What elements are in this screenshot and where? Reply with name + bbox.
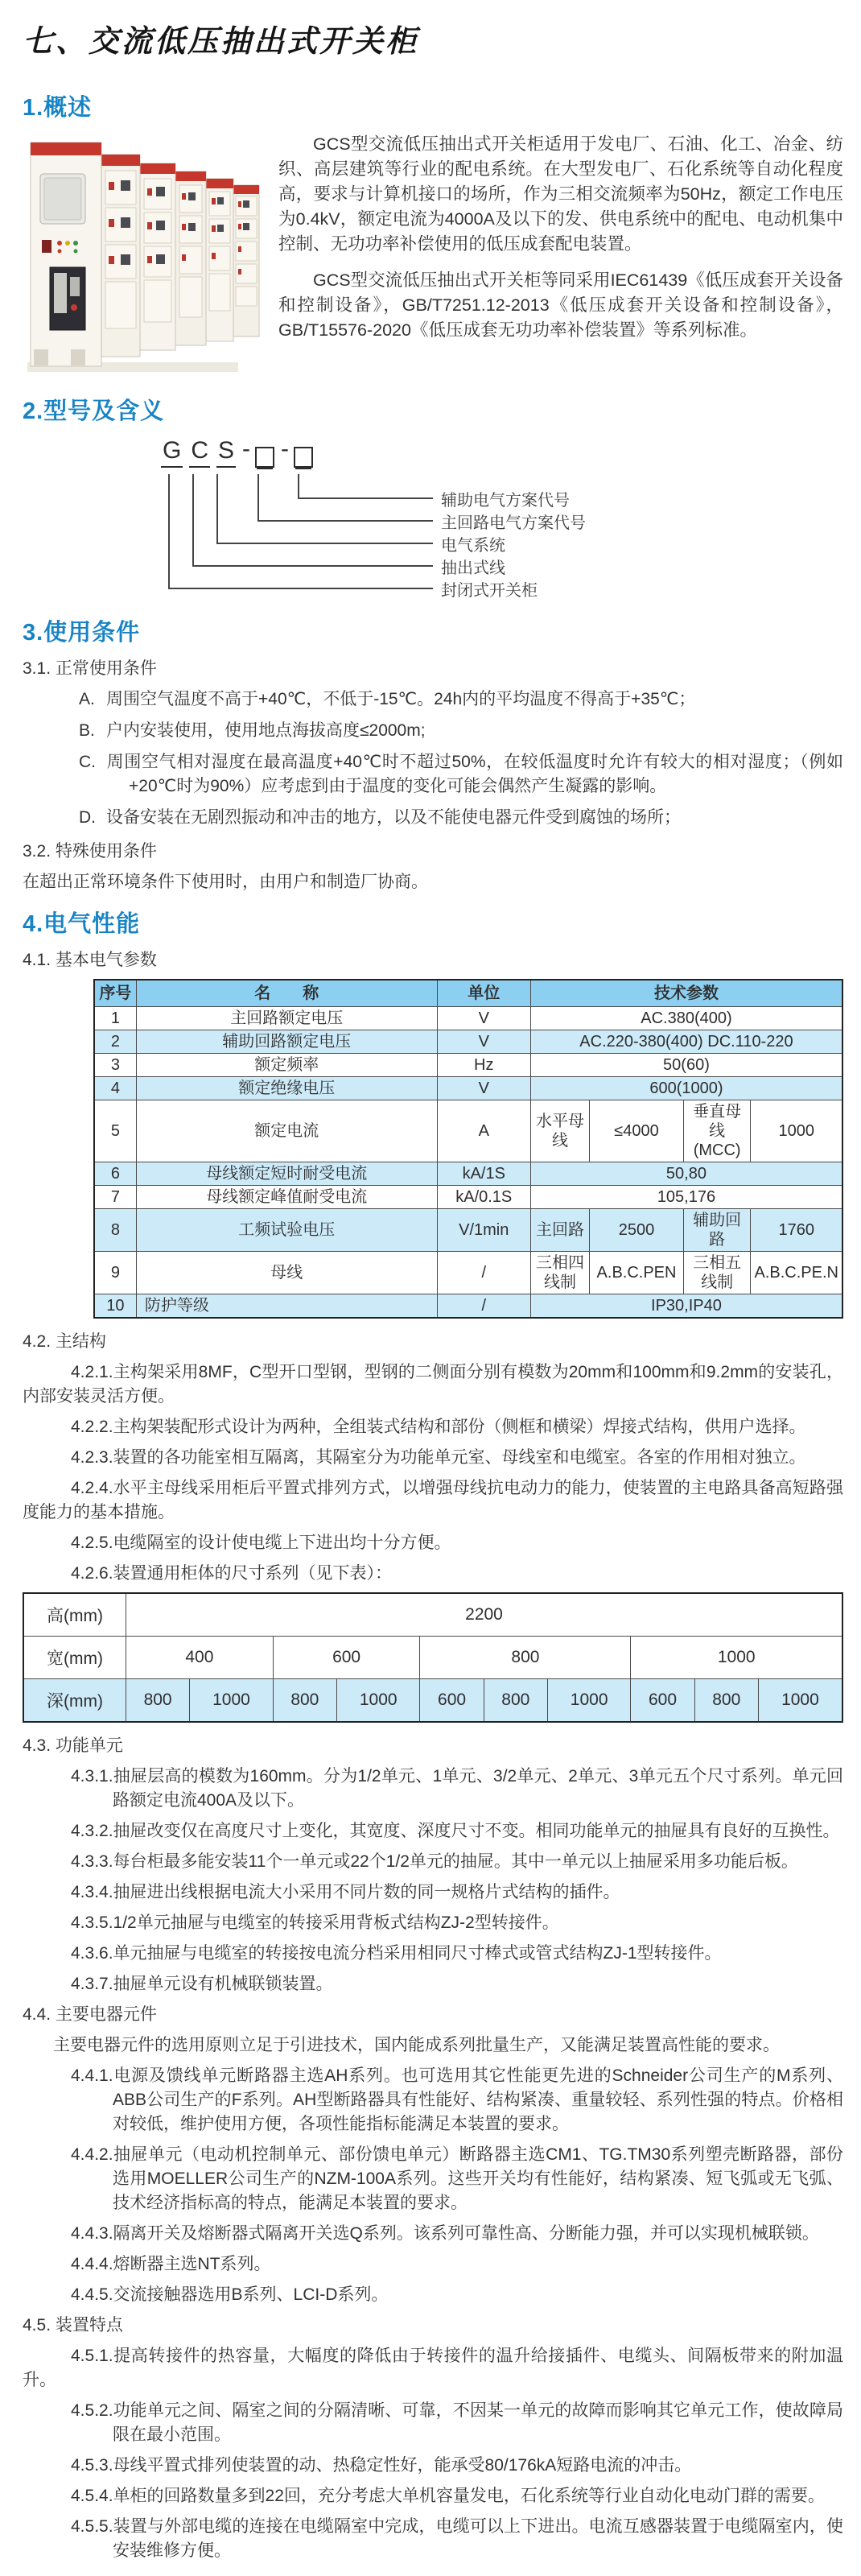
- row3-no: 3: [94, 1053, 136, 1076]
- depth-cell: 1000: [758, 1678, 842, 1722]
- para-4-2-1: 4.2.1.主构架采用8MF，C型开口型钢，型钢的二侧面分别有模数为20mm和100mm和9.2mm的安装孔，内部安装灵活方便。: [23, 1362, 843, 1406]
- row9-no: 9: [94, 1251, 136, 1294]
- row6-param: 50,80: [530, 1162, 842, 1185]
- row5-horizontal-bus-label: 水平母线: [530, 1100, 589, 1162]
- para-4-4-intro: 主要电器元件的选用原则立足于引进技术，国内能成系列批量生产，又能满足装置高性能的要求。: [53, 2035, 780, 2054]
- row5-horizontal-bus-value: ≤4000: [590, 1100, 684, 1162]
- width-400: 400: [126, 1636, 274, 1678]
- depth-cell: 600: [420, 1678, 484, 1722]
- table-row: [94, 1030, 842, 1053]
- section-4-5-title: 4.5. 装置特点: [23, 2315, 123, 2334]
- table-row: [94, 1162, 842, 1185]
- model-letter-g: G: [161, 437, 183, 468]
- row9-three-phase-five-wire-value: A.B.C.PE.N: [751, 1251, 842, 1294]
- model-label-enclosed-switchgear: 封闭式开关柜: [441, 582, 538, 600]
- cabinet-dimensions-table: [23, 1592, 843, 1723]
- height-row: [23, 1593, 842, 1637]
- row5-vertical-bus-label: 垂直母线 (MCC): [683, 1100, 751, 1162]
- para-4-3-7: 4.3.7.抽屉单元设有机械联锁装置。: [71, 1974, 333, 1993]
- table-row: [94, 1251, 842, 1294]
- condition-text-d: 设备安装在无剧烈振动和冲击的地方，以及不能使电器元件受到腐蚀的场所；: [106, 808, 681, 827]
- width-row: [23, 1636, 842, 1678]
- col-header-unit: 单位: [437, 980, 530, 1006]
- table-row: [94, 1100, 842, 1162]
- para-4-4-2: 4.4.2.抽屉单元（电动机控制单元、部份馈电单元）断路器主选CM1、TG.TM30系列塑壳断路器，部份选用MOELLER公司生产的NZM-100A系列。这些开关均有性能好，结构紧凑、短飞弧或无飞弧、技术经济指标高的特点，能满足本装置的要求。: [71, 2145, 843, 2212]
- row7-unit: kA/0.1S: [437, 1185, 530, 1208]
- para-4-3-2: 4.3.2.抽屉改变仅在高度尺寸上变化，其宽度、深度尺寸不变。相同功能单元的抽屉具有良好的互换性。: [71, 1821, 840, 1840]
- condition-item-c: [23, 750, 843, 799]
- height-label: 高(mm): [23, 1593, 126, 1637]
- model-designation-diagram: [95, 436, 843, 603]
- row8-aux-circuit-value: 1760: [751, 1208, 842, 1251]
- para-4-5-5: 4.5.5.装置与外部电缆的连接在电缆隔室中完成，电缆可以上下进出。电流互感器装置于电缆隔室内，使安装维修方便。: [71, 2516, 843, 2560]
- section-3-2-title: 3.2. 特殊使用条件: [23, 842, 157, 861]
- row10-no: 10: [94, 1294, 136, 1318]
- para-4-2-3: 4.2.3.装置的各功能室相互隔离，其隔室分为功能单元室、母线室和电缆室。各室的作用相对独立。: [71, 1447, 806, 1467]
- para-4-4-4: 4.4.4.熔断器主选NT系列。: [71, 2254, 271, 2273]
- row6-name: 母线额定短时耐受电流: [136, 1162, 437, 1185]
- overview-paragraph-1: GCS型交流低压抽出式开关柜适用于发电厂、石油、化工、冶金、纺织、高层建筑等行业的配电系统。在大型发电厂、石化系统等自动化程度高，要求与计算机接口的场所，作为三相交流频率为50Hz，额定工作电压为0.4kV，额定电流为4000A及以下的发、供电系统中的配电、电动机集中控制、无功功率补偿使用的低压成套配电装置。: [278, 134, 843, 254]
- table-row: [94, 1053, 842, 1076]
- para-4-3-1: 4.3.1.抽屉层高的模数为160mm。分为1/2单元、1单元、3/2单元、2单元、3单元五个尺寸系列。单元回路额定电流400A及以下。: [71, 1766, 843, 1810]
- model-label-electrical-system: 电气系统: [441, 537, 505, 555]
- model-placeholder-box-2: [294, 447, 313, 468]
- condition-text-c: 周围空气相对湿度在最高温度+40℃时不超过50%，在较低温度时允许有较大的相对湿度；（例如+20℃时为90%）应考虑到由于温度的变化可能会偶然产生凝露的影响。: [106, 753, 843, 795]
- condition-text-b: 户内安装使用，使用地点海拔高度≤2000m;: [106, 721, 426, 740]
- row7-no: 7: [94, 1185, 136, 1208]
- row2-unit: V: [437, 1030, 530, 1053]
- width-800: 800: [420, 1636, 631, 1678]
- para-4-2-6: 4.2.6.装置通用柜体的尺寸系列（见下表）：: [71, 1563, 393, 1583]
- para-4-5-4: 4.5.4.单柜的回路数量多到22回，充分考虑大单机容量发电，石化系统等行业自动化电动门群的需要。: [71, 2486, 825, 2505]
- model-dash-2: -: [281, 436, 290, 462]
- para-4-2-4: 4.2.4.水平主母线采用柜后平置式排列方式，以增强母线抗电动力的能力，使装置的主电路具备高短路强度能力的基本措施。: [23, 1478, 843, 1521]
- row6-unit: kA/1S: [437, 1162, 530, 1185]
- row2-param: AC.220-380(400) DC.110-220: [530, 1030, 842, 1053]
- row7-param: 105,176: [530, 1185, 842, 1208]
- row4-name: 额定绝缘电压: [136, 1076, 437, 1100]
- condition-label-b: B.: [79, 721, 95, 740]
- table-header-row: [94, 980, 842, 1006]
- row10-param: IP30,IP40: [530, 1294, 842, 1318]
- row4-unit: V: [437, 1076, 530, 1100]
- section-4-1-title: 4.1. 基本电气参数: [23, 951, 157, 969]
- width-label: 宽(mm): [23, 1636, 126, 1678]
- section-3-1-title: 3.1. 正常使用条件: [23, 659, 157, 678]
- section-3-2-body: 在超出正常环境条件下使用时，由用户和制造厂协商。: [23, 873, 428, 891]
- condition-item-b: [23, 719, 843, 743]
- height-value: 2200: [126, 1593, 843, 1637]
- width-600: 600: [273, 1636, 420, 1678]
- switchgear-cabinets-illustration: [23, 132, 266, 378]
- row8-main-circuit-value: 2500: [590, 1208, 684, 1251]
- col-header-name: 名 称: [136, 980, 437, 1006]
- depth-cell: 1000: [547, 1678, 631, 1722]
- page-title: 七、交流低压抽出式开关柜: [23, 25, 419, 59]
- para-4-5-2: 4.5.2.功能单元之间、隔室之间的分隔清晰、可靠，不因某一单元的故障而影响其它单元工作，使故障局限在最小范围。: [71, 2401, 843, 2444]
- section-2-heading: 2.型号及含义: [23, 398, 165, 424]
- depth-cell: 1000: [190, 1678, 274, 1722]
- row9-three-phase-four-wire-value: A.B.C.PEN: [590, 1251, 684, 1294]
- row7-name: 母线额定峰值耐受电流: [136, 1185, 437, 1208]
- overview-block: [23, 132, 843, 382]
- table-row: [94, 1076, 842, 1100]
- col-header-no: 序号: [94, 980, 136, 1006]
- row1-no: 1: [94, 1006, 136, 1030]
- section-4-4-title: 4.4. 主要电器元件: [23, 2004, 157, 2024]
- para-4-3-3: 4.3.3.每台柜最多能安装11个一单元或22个1/2单元的抽屉。其中一单元以上抽屉采用多功能后板。: [71, 1852, 798, 1871]
- row10-name: 防护等级: [136, 1294, 437, 1318]
- model-dash-1: -: [242, 436, 251, 462]
- row3-name: 额定频率: [136, 1053, 437, 1076]
- row1-name: 主回路额定电压: [136, 1006, 437, 1030]
- para-4-5-1: 4.5.1.提高转接件的热容量，大幅度的降低由于转接件的温升给接插件、电缆头、间隔板带来的附加温升。: [23, 2346, 843, 2389]
- condition-item-a: [23, 687, 843, 712]
- model-placeholder-box-1: [255, 447, 274, 468]
- row1-param: AC.380(400): [530, 1006, 842, 1030]
- condition-text-a: 周围空气温度不高于+40℃，不低于-15℃。24h内的平均温度不得高于+35℃；: [106, 690, 696, 708]
- section-4-3-title: 4.3. 功能单元: [23, 1736, 123, 1755]
- para-4-5-3: 4.5.3.母线平置式排列使装置的动、热稳定性好，能承受80/176kA短路电流的冲击。: [71, 2455, 692, 2475]
- section-4-2-title: 4.2. 主结构: [23, 1331, 106, 1351]
- model-label-aux-scheme: 辅助电气方案代号: [441, 492, 570, 510]
- row5-vertical-bus-value: 1000: [751, 1100, 842, 1162]
- model-letter-c: C: [189, 437, 210, 468]
- electrical-parameters-table: [93, 979, 843, 1319]
- row1-unit: V: [437, 1006, 530, 1030]
- section-4-heading: 4.电气性能: [23, 911, 141, 937]
- row9-name: 母线: [136, 1251, 437, 1294]
- row8-name: 工频试验电压: [136, 1208, 437, 1251]
- switchgear-photo: [23, 132, 266, 382]
- row6-no: 6: [94, 1162, 136, 1185]
- row8-unit: V/1min: [437, 1208, 530, 1251]
- row10-unit: /: [437, 1294, 530, 1318]
- condition-label-a: A.: [79, 690, 95, 708]
- row8-aux-circuit-label: 辅助回路: [683, 1208, 751, 1251]
- overview-text: [278, 132, 843, 382]
- depth-cell: 800: [126, 1678, 190, 1722]
- para-4-4-3: 4.4.3.隔离开关及熔断器式隔离开关选Q系列。该系列可靠性高、分断能力强，并可以实现机械联锁。: [71, 2223, 819, 2243]
- condition-item-d: [23, 806, 843, 830]
- row9-unit: /: [437, 1251, 530, 1294]
- condition-label-c: C.: [79, 753, 96, 771]
- width-1000: 1000: [631, 1636, 842, 1678]
- depth-cell: 1000: [336, 1678, 420, 1722]
- row4-no: 4: [94, 1076, 136, 1100]
- section-1-heading: 1.概述: [23, 95, 93, 121]
- depth-cell: 600: [631, 1678, 694, 1722]
- table-row: [94, 1185, 842, 1208]
- row5-name: 额定电流: [136, 1100, 437, 1162]
- row3-param: 50(60): [530, 1053, 842, 1076]
- row2-no: 2: [94, 1030, 136, 1053]
- table-row: [94, 1208, 842, 1251]
- para-4-4-5: 4.4.5.交流接触器选用B系列、LCI-D系列。: [71, 2285, 389, 2304]
- model-code: [161, 436, 319, 468]
- para-4-4-1: 4.4.1.电源及馈线单元断路器主选AH系列。也可选用其它性能更先进的Schneider公司生产的M系列、ABB公司生产的F系列。AH型断路器具有性能好、结构紧凑、重量较轻、系列性强的特点。价格相对较低，维护使用方便，各项性能指标能满足本装置的要求。: [71, 2066, 843, 2133]
- para-4-3-6: 4.3.6.单元抽屉与电缆室的转接按电流分档采用相同尺寸棒式或管式结构ZJ-1型转接件。: [71, 1943, 722, 1963]
- model-letter-s: S: [216, 437, 236, 468]
- row8-main-circuit-label: 主回路: [530, 1208, 589, 1251]
- depth-label: 深(mm): [23, 1678, 126, 1722]
- para-4-3-4: 4.3.4.抽屉进出线根据电流大小采用不同片数的同一规格片式结构的插件。: [71, 1882, 620, 1901]
- row2-name: 辅助回路额定电压: [136, 1030, 437, 1053]
- table-row: [94, 1006, 842, 1030]
- table-row: [94, 1294, 842, 1318]
- col-header-params: 技术参数: [530, 980, 842, 1006]
- row8-no: 8: [94, 1208, 136, 1251]
- row9-three-phase-four-wire-label: 三相四线制: [530, 1251, 589, 1294]
- depth-cell: 800: [484, 1678, 547, 1722]
- model-label-drawout: 抽出式线: [441, 559, 505, 577]
- row9-three-phase-five-wire-label: 三相五线制: [683, 1251, 751, 1294]
- row5-no: 5: [94, 1100, 136, 1162]
- row5-unit: A: [437, 1100, 530, 1162]
- overview-paragraph-2: GCS型交流低压抽出式开关柜等同采用IEC61439《低压成套开关设备和控制设备》，GB/T7251.12-2013《低压成套开关设备和控制设备》，GB/T15576-2020《低压成套无功功率补偿装置》等系列标准。: [278, 270, 843, 340]
- model-label-main-scheme: 主回路电气方案代号: [441, 514, 586, 532]
- row4-param: 600(1000): [530, 1076, 842, 1100]
- depth-cell: 800: [694, 1678, 758, 1722]
- depth-cell: 800: [273, 1678, 336, 1722]
- row3-unit: Hz: [437, 1053, 530, 1076]
- para-4-2-2: 4.2.2.主构架装配形式设计为两种，全组装式结构和部份（侧框和横梁）焊接式结构，供用户选择。: [71, 1417, 806, 1436]
- section-3-heading: 3.使用条件: [23, 620, 141, 646]
- depth-row: [23, 1678, 842, 1722]
- para-4-2-5: 4.2.5.电缆隔室的设计使电缆上下进出均十分方便。: [71, 1533, 451, 1552]
- condition-label-d: D.: [79, 808, 96, 827]
- para-4-3-5: 4.3.5.1/2单元抽屉与电缆室的转接采用背板式结构ZJ-2型转接件。: [71, 1913, 559, 1932]
